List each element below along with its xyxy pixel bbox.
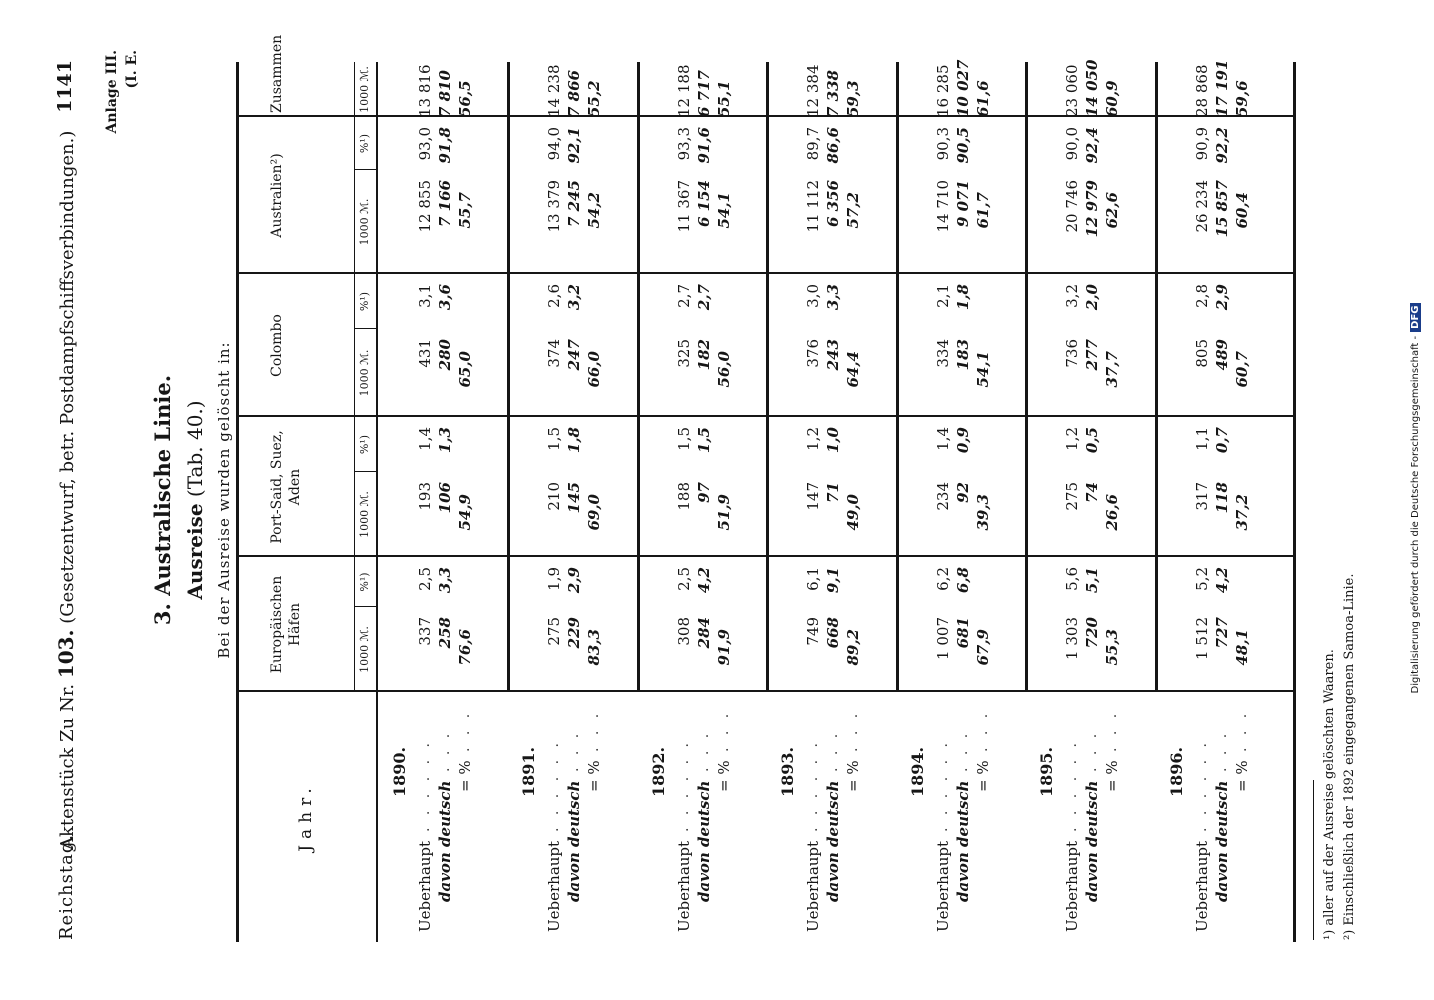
table-cell: 727 — [1212, 617, 1231, 649]
leader-dots: . . . . . . — [675, 739, 692, 832]
table-cell: 188 — [674, 482, 693, 511]
table-cell: 64,4 — [844, 351, 863, 388]
table-cell: 55,2 — [585, 80, 604, 117]
table-cell: 681 — [953, 617, 972, 649]
table-cell: 56,5 — [456, 80, 474, 117]
table-cell: 15 857 — [1212, 180, 1231, 238]
year-block-rule-6 — [1155, 62, 1158, 692]
year-label: 1895. — [1037, 746, 1057, 797]
row-label-overall: Ueberhaupt — [1063, 840, 1082, 932]
row-label-overall: Ueberhaupt — [1192, 840, 1211, 932]
table-cell: 2,7 — [694, 284, 713, 311]
table-cell: 0,5 — [1083, 427, 1102, 454]
table-cell: 3,2 — [565, 284, 584, 311]
unit-label-colombo-0: 1000 ℳ. — [358, 349, 371, 397]
table-cell: 97 — [694, 482, 713, 503]
table-cell: 1,5 — [674, 427, 693, 451]
subtitle — [183, 0, 207, 1000]
table-cell: 65,0 — [456, 351, 474, 388]
table-cell: 9,1 — [824, 567, 843, 594]
table-cell: 92,4 — [1083, 127, 1102, 164]
table-cell: 229 — [565, 617, 584, 649]
table-cell: 1,5 — [694, 427, 713, 454]
table-cell: 4,2 — [1212, 567, 1231, 594]
unit-rule-europa — [354, 557, 355, 692]
year-label: 1890. — [390, 746, 409, 797]
annex-line-1: Anlage III. — [104, 50, 120, 134]
digitization-text: Digitalisierung gefördert durch die Deutsche Forschungsgemeinschaft - — [1410, 335, 1421, 694]
footnote-rule — [1313, 780, 1314, 940]
table-cell: 0,7 — [1212, 427, 1231, 454]
table-cell: 91,8 — [436, 127, 454, 164]
table-cell: 90,5 — [953, 127, 972, 164]
year-label: 1891. — [519, 746, 539, 797]
leader-dots: . . . — [1213, 729, 1230, 772]
table-cell: 3,1 — [416, 284, 434, 308]
table-cell: 48,1 — [1232, 629, 1251, 666]
column-header-portsaid: Port-Said, Suez, Aden — [269, 430, 304, 544]
table-cell: 275 — [545, 617, 564, 646]
running-head — [50, 60, 84, 940]
table-cell: 6,1 — [804, 567, 823, 591]
table-cell: 57,2 — [844, 192, 863, 229]
table-cell: 5,6 — [1063, 567, 1082, 591]
row-label-german: davon deutsch — [1083, 780, 1102, 902]
year-block-rule-5 — [1025, 62, 1028, 692]
leader-dots: . . . . . . — [546, 739, 563, 832]
table-cell: 2,5 — [416, 567, 434, 591]
table-cell: 2,9 — [1212, 284, 1231, 311]
year-block-rule-4 — [896, 62, 899, 692]
column-header-australien: Australien²) — [269, 153, 285, 238]
leader-dots: . . . — [825, 729, 842, 772]
table-cell: 60,4 — [1232, 192, 1251, 229]
table-cell: 325 — [674, 339, 693, 368]
table-cell: 6 717 — [694, 70, 713, 117]
table-cell: 3,0 — [804, 284, 823, 308]
unit-label-europa-1: %¹) — [358, 572, 371, 592]
table-cell: 334 — [933, 339, 952, 368]
header-bottom-rule — [376, 62, 378, 942]
leader-dots: . . . — [715, 709, 732, 752]
table-cell: 7 166 — [436, 180, 454, 227]
row-label-german: davon deutsch — [565, 780, 584, 902]
leader-dots: . . . — [566, 729, 583, 772]
table-cell: 2,1 — [933, 284, 952, 308]
table-cell: 12 855 — [416, 180, 434, 233]
table-cell: 59,6 — [1232, 80, 1251, 117]
statistics-table — [236, 34, 1296, 942]
row-label-german: davon deutsch — [1212, 780, 1231, 902]
leader-dots: . . . . . . — [1064, 739, 1081, 832]
table-cell: 89,7 — [804, 127, 823, 161]
table-cell: 805 — [1192, 339, 1211, 368]
table-cell: 106 — [436, 482, 454, 514]
table-cell: 247 — [565, 339, 584, 371]
table-cell: 1,9 — [545, 567, 564, 591]
table-cell: 2,8 — [1192, 284, 1211, 308]
row-label-percent: = % — [973, 760, 992, 792]
leader-dots: . . . — [1084, 729, 1101, 772]
table-cell: 2,0 — [1083, 284, 1102, 311]
table-cell: 89,2 — [844, 629, 863, 666]
table-cell: 3,6 — [436, 284, 454, 311]
running-head-suffix: (Gesetzentwurf, betr. Postdampfschiffsverbindungen.) — [57, 130, 78, 624]
row-label-overall: Ueberhaupt — [416, 840, 434, 932]
running-head-middle — [54, 131, 78, 850]
running-head-prefix: Aktenstück Zu Nr. — [57, 683, 78, 850]
table-cell: 11 112 — [804, 180, 823, 233]
running-head-left: Reichstag. — [56, 833, 77, 940]
table-cell: 182 — [694, 339, 713, 371]
unit-rule-colombo — [354, 274, 355, 417]
table-cell: 1,3 — [436, 427, 454, 454]
table-cell: 92,2 — [1212, 127, 1231, 164]
table-cell: 210 — [545, 482, 564, 511]
table-cell: 49,0 — [844, 494, 863, 531]
table-cell: 7 866 — [565, 70, 584, 117]
table-cell: 76,6 — [456, 629, 474, 666]
row-label-percent: = % — [1103, 760, 1122, 792]
table-cell: 4,2 — [694, 567, 713, 594]
table-cell: 39,3 — [973, 494, 992, 531]
leader-dots: . . . — [1233, 709, 1250, 752]
table-cell: 60,7 — [1232, 351, 1251, 388]
row-label-overall: Ueberhaupt — [804, 840, 823, 932]
table-cell: 749 — [804, 617, 823, 646]
table-cell: 1,8 — [565, 427, 584, 454]
table-cell: 37,2 — [1232, 494, 1251, 531]
table-cell: 23 060 — [1063, 64, 1082, 117]
table-cell: 90,9 — [1192, 127, 1211, 161]
unit-label-portsaid-0: 1000 ℳ. — [358, 491, 371, 538]
table-cell: 83,3 — [585, 629, 604, 666]
unit-divider-australien — [354, 169, 376, 170]
row-label-percent: = % — [456, 760, 474, 792]
table-cell: 9 071 — [953, 180, 972, 227]
table-cell: 17 191 — [1212, 59, 1231, 117]
year-column-header: Jahr. — [296, 782, 316, 852]
leader-dots: . . . . . . — [805, 739, 822, 832]
table-cell: 71 — [824, 482, 843, 503]
year-block-rule-1 — [507, 62, 510, 692]
unit-rule-zusammen — [354, 62, 355, 117]
table-cell: 308 — [674, 617, 693, 646]
table-cell: 3,3 — [824, 284, 843, 311]
table-cell: 26 234 — [1192, 180, 1211, 233]
table-cell: 7 245 — [565, 180, 584, 227]
table-cell: 234 — [933, 482, 952, 511]
table-cell: 61,7 — [973, 192, 992, 229]
table-cell: 6 154 — [694, 180, 713, 227]
table-cell: 60,9 — [1103, 80, 1122, 117]
table-cell: 280 — [436, 339, 454, 371]
table-cell: 1,2 — [1063, 427, 1082, 451]
table-cell: 1,2 — [804, 427, 823, 451]
table-cell: 5,1 — [1083, 567, 1102, 594]
table-cell: 1,1 — [1192, 427, 1211, 451]
table-cell: 147 — [804, 482, 823, 511]
table-cell: 284 — [694, 617, 713, 649]
table-cell: 14 050 — [1083, 59, 1102, 117]
table-cell: 0,9 — [953, 427, 972, 454]
table-cell: 2,9 — [565, 567, 584, 594]
row-label-overall: Ueberhaupt — [933, 840, 952, 932]
table-cell: 374 — [545, 339, 564, 368]
table-cell: 62,6 — [1103, 192, 1122, 229]
table-cell: 94,0 — [545, 127, 564, 161]
unit-divider-portsaid — [354, 471, 376, 472]
unit-label-zusammen-0: 1000 ℳ. — [358, 66, 371, 113]
table-cell: 11 367 — [674, 180, 693, 233]
table-cell: 7 810 — [436, 70, 454, 117]
unit-label-europa-0: 1000 ℳ. — [358, 626, 371, 673]
leader-dots: . . . — [1104, 709, 1121, 752]
leader-dots: . . . . . . — [934, 739, 951, 832]
table-cell: 59,3 — [844, 80, 863, 117]
table-cell: 67,9 — [973, 629, 992, 666]
table-cell: 61,6 — [973, 80, 992, 117]
table-cell: 16 285 — [933, 64, 952, 117]
row-label-percent: = % — [1232, 760, 1251, 792]
table-cell: 1,4 — [933, 427, 952, 451]
table-cell: 91,9 — [714, 629, 733, 666]
table-cell: 6,8 — [953, 567, 972, 594]
subtitle-bold: Ausreise — [183, 503, 207, 600]
column-header-colombo: Colombo — [269, 314, 285, 377]
table-cell: 12 979 — [1083, 180, 1102, 238]
leader-dots: . . . — [845, 709, 862, 752]
table-cell: 275 — [1063, 482, 1082, 511]
footnote-2: ²) Einschließlich der 1892 eingegangenen Samoa-Linie. — [1342, 573, 1358, 940]
table-cell: 1,4 — [416, 427, 434, 451]
table-cell: 431 — [416, 339, 434, 368]
table-cell: 5,2 — [1192, 567, 1211, 591]
table-cell: 1,5 — [545, 427, 564, 451]
table-top-rule — [236, 62, 239, 942]
column-header-zusammen: Zusammen — [269, 34, 285, 113]
section-title: 3. Australische Linie. — [150, 374, 175, 626]
table-cell: 66,0 — [585, 351, 604, 388]
table-cell: 69,0 — [585, 494, 604, 531]
table-cell: 55,3 — [1103, 629, 1122, 666]
footnote-1: ¹) aller auf der Ausreise gelöschten Waaren. — [1322, 649, 1337, 940]
dfg-logo: DFG — [1410, 303, 1421, 332]
year-label: 1893. — [778, 746, 798, 797]
table-cell: 720 — [1083, 617, 1102, 649]
table-cell: 13 816 — [416, 64, 434, 117]
table-cell: 243 — [824, 339, 843, 371]
table-cell: 20 746 — [1063, 180, 1082, 233]
table-cell: 118 — [1212, 482, 1231, 514]
table-cell: 2,7 — [674, 284, 693, 308]
unit-label-portsaid-1: %¹) — [358, 434, 371, 455]
page-number: 1141 — [54, 60, 76, 113]
table-cell: 258 — [436, 617, 454, 649]
year-label: 1892. — [648, 746, 668, 797]
table-cell: 1,8 — [953, 284, 972, 311]
table-cell: 86,6 — [824, 127, 843, 164]
table-cell: 12 188 — [674, 64, 693, 117]
table-cell: 13 379 — [545, 180, 564, 233]
table-cell: 3,2 — [1063, 284, 1082, 308]
year-label: 1896. — [1166, 746, 1186, 797]
table-cell: 14 710 — [933, 180, 952, 233]
table-cell: 92 — [953, 482, 972, 503]
table-caption: Bei der Ausreise wurden gelöscht in: — [215, 341, 233, 659]
table-cell: 54,2 — [585, 192, 604, 229]
year-block-rule-3 — [766, 62, 769, 692]
unit-rule-australien — [354, 117, 355, 274]
table-cell: 93,0 — [416, 127, 434, 161]
footnotes — [1320, 300, 1360, 940]
row-label-percent: = % — [585, 760, 604, 792]
year-label: 1894. — [907, 746, 927, 797]
table-cell: 6 356 — [824, 180, 843, 227]
leader-dots: . . . — [974, 709, 991, 752]
table-cell: 7 338 — [824, 70, 843, 117]
table-cell: 90,3 — [933, 127, 952, 161]
leader-dots: . . . — [695, 729, 712, 772]
row-label-german: davon deutsch — [953, 780, 972, 902]
table-cell: 55,1 — [714, 80, 733, 117]
unit-divider-colombo — [354, 328, 376, 329]
table-cell: 1 512 — [1192, 617, 1211, 660]
unit-label-colombo-1: %¹) — [358, 291, 371, 312]
leader-dots: . . . . . . — [417, 739, 433, 832]
table-cell: 337 — [416, 617, 434, 646]
table-cell: 183 — [953, 339, 972, 371]
table-cell: 736 — [1063, 339, 1082, 368]
row-label-german: davon deutsch — [436, 780, 454, 902]
table-cell: 93,3 — [674, 127, 693, 161]
table-cell: 28 868 — [1192, 64, 1211, 117]
table-cell: 145 — [565, 482, 584, 514]
table-cell: 277 — [1083, 339, 1102, 371]
row-label-german: davon deutsch — [824, 780, 843, 902]
unit-label-australien-1: %¹) — [358, 133, 371, 154]
subtitle-rest: (Tab. 40.) — [183, 400, 207, 498]
table-cell: 376 — [804, 339, 823, 368]
unit-divider-europa — [354, 606, 376, 607]
table-cell: 55,7 — [456, 192, 474, 229]
row-label-overall: Ueberhaupt — [674, 840, 693, 932]
table-cell: 91,6 — [694, 127, 713, 164]
table-cell: 668 — [824, 617, 843, 649]
leader-dots: . . . — [457, 709, 473, 752]
annex-label — [102, 50, 143, 170]
document-number: 103. — [54, 629, 78, 679]
table-cell: 74 — [1083, 482, 1102, 503]
table-cell: 2,5 — [674, 567, 693, 591]
table-cell: 10 027 — [953, 59, 972, 117]
table-cell: 193 — [416, 482, 434, 511]
column-header-europa: Europäischen Häfen — [269, 575, 304, 674]
table-cell: 51,9 — [714, 494, 733, 531]
table-cell: 317 — [1192, 482, 1211, 511]
unit-label-australien-0: 1000 ℳ. — [358, 198, 371, 246]
unit-rule-portsaid — [354, 417, 355, 557]
table-cell: 1,0 — [824, 427, 843, 454]
table-cell: 26,6 — [1103, 494, 1122, 531]
table-cell: 54,1 — [714, 192, 733, 229]
digitization-note — [1410, 0, 1421, 998]
row-label-german: davon deutsch — [694, 780, 713, 902]
table-cell: 1 303 — [1063, 617, 1082, 660]
table-cell: 1 007 — [933, 617, 952, 660]
row-label-percent: = % — [714, 760, 733, 792]
row-label-percent: = % — [844, 760, 863, 792]
table-cell: 2,6 — [545, 284, 564, 308]
leader-dots: . . . — [586, 709, 603, 752]
leader-dots: . . . — [954, 729, 971, 772]
table-bottom-rule — [1293, 62, 1296, 942]
annex-line-2: (I. E. — [124, 50, 141, 89]
table-cell: 37,7 — [1103, 351, 1122, 388]
table-cell: 92,1 — [565, 127, 584, 164]
table-cell: 3,3 — [436, 567, 454, 594]
table-cell: 12 384 — [804, 64, 823, 117]
leader-dots: . . . — [437, 729, 453, 772]
table-cell: 54,1 — [973, 351, 992, 388]
table-cell: 489 — [1212, 339, 1231, 371]
year-block-rule-2 — [637, 62, 640, 692]
table-cell: 56,0 — [714, 351, 733, 388]
table-cell: 90,0 — [1063, 127, 1082, 161]
table-cell: 6,2 — [933, 567, 952, 591]
table-cell: 54,9 — [456, 494, 474, 531]
leader-dots: . . . . . . — [1193, 739, 1210, 832]
table-cell: 14 238 — [545, 64, 564, 117]
row-label-overall: Ueberhaupt — [545, 840, 564, 932]
